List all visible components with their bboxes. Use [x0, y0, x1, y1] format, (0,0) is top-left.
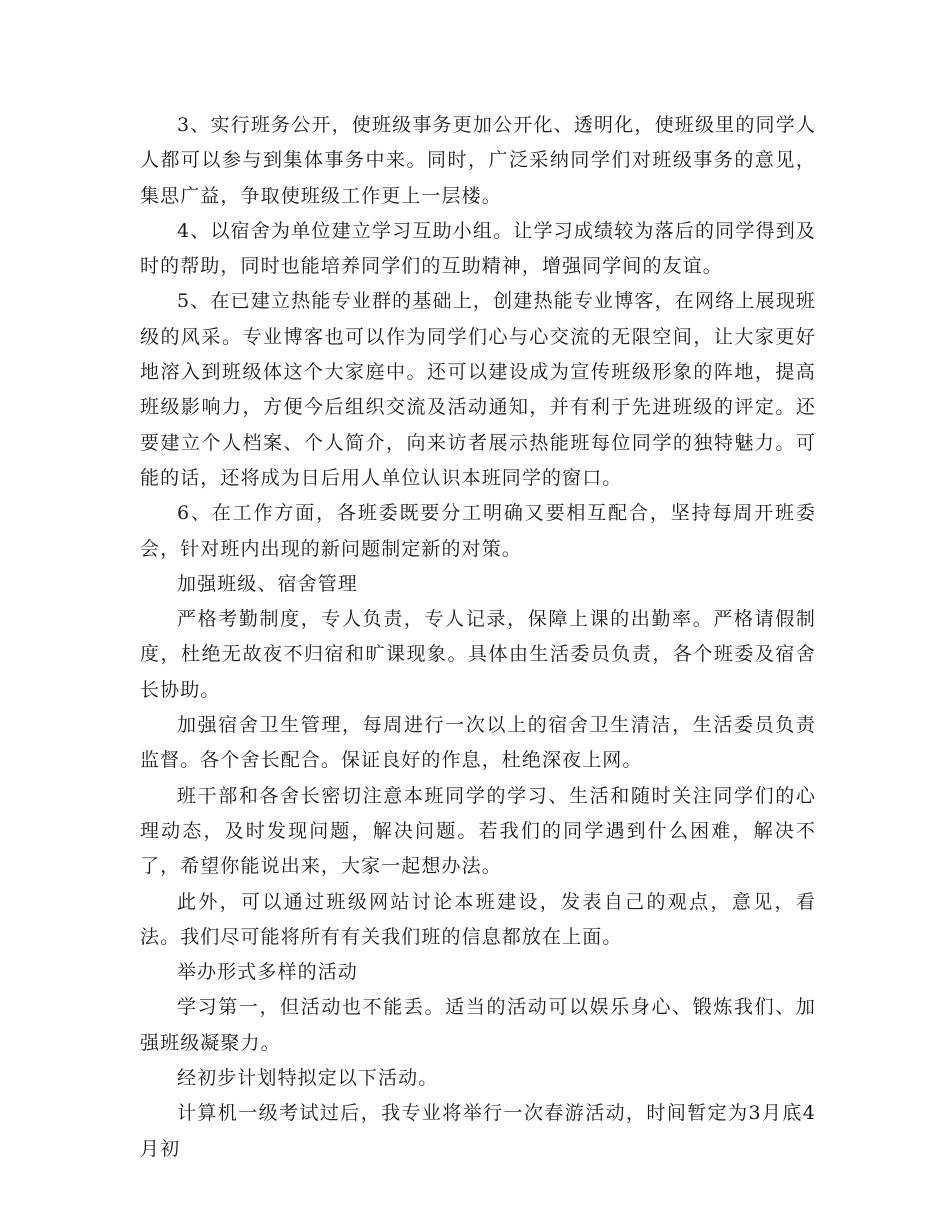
- document-body: [140, 108, 816, 1167]
- paragraph-item-5: 5、在已建立热能专业群的基础上，创建热能专业博客，在网络上展现班级的风采。专业博客也可以作为同学们心与心交流的无限空间，让大家更好地溶入到班级体这个大家庭中。还可以建设成为宣传班级形象的阵地，提高班级影响力，方便今后组织交流及活动通知，并有利于先进班级的评定。还要建立个人档案、个人简介，向来访者展示热能班每位同学的独特魅力。可能的话，还将成为日后用人单位认识本班同学的窗口。: [140, 290, 816, 489]
- paragraph-attendance: 严格考勤制度，专人负责，专人记录，保障上课的出勤率。严格请假制度，杜绝无故夜不归宿和旷课现象。具体由生活委员负责，各个班委及宿舍长协助。: [140, 608, 816, 701]
- paragraph-class-website: 此外，可以通过班级网站讨论本班建设，发表自己的观点，意见，看法。我们尽可能将所有有关我们班的信息都放在上面。: [140, 890, 816, 948]
- section-heading-activities: 举办形式多样的活动: [177, 961, 358, 984]
- paragraph-student-care: 班干部和各舍长密切注意本班同学的学习、生活和随时关注同学们的心理动态，及时发现问题，解决问题。若我们的同学遇到什么困难，解决不了，希望你能说出来，大家一起想办法。: [140, 784, 816, 878]
- paragraph-item-4: 4、以宿舍为单位建立学习互助小组。让学习成绩较为落后的同学得到及时的帮助，同时也能培养同学们的互助精神，增强同学间的友谊。: [140, 219, 816, 278]
- paragraph-item-3: 3、实行班务公开，使班级事务更加公开化、透明化，使班级里的同学人人都可以参与到集体事务中来。同时，广泛采纳同学们对班级事务的意见，集思广益，争取使班级工作更上一层楼。: [140, 114, 816, 207]
- paragraph-spring-outing: 计算机一级考试过后，我专业将举行一次春游活动，时间暂定为3月底4月初: [140, 1102, 816, 1160]
- paragraph-study-first: 学习第一，但活动也不能丢。适当的活动可以娱乐身心、锻炼我们、加强班级凝聚力。: [140, 996, 816, 1054]
- paragraph-plan-intro: 经初步计划特拟定以下活动。: [177, 1067, 439, 1090]
- section-heading-class-dorm-management: 加强班级、宿舍管理: [177, 572, 358, 595]
- paragraph-item-6: 6、在工作方面，各班委既要分工明确又要相互配合，坚持每周开班委会，针对班内出现的新问题制定新的对策。: [140, 502, 816, 560]
- paragraph-dorm-hygiene: 加强宿舍卫生管理，每周进行一次以上的宿舍卫生清洁，生活委员负责监督。各个舍长配合。保证良好的作息，杜绝深夜上网。: [140, 714, 816, 772]
